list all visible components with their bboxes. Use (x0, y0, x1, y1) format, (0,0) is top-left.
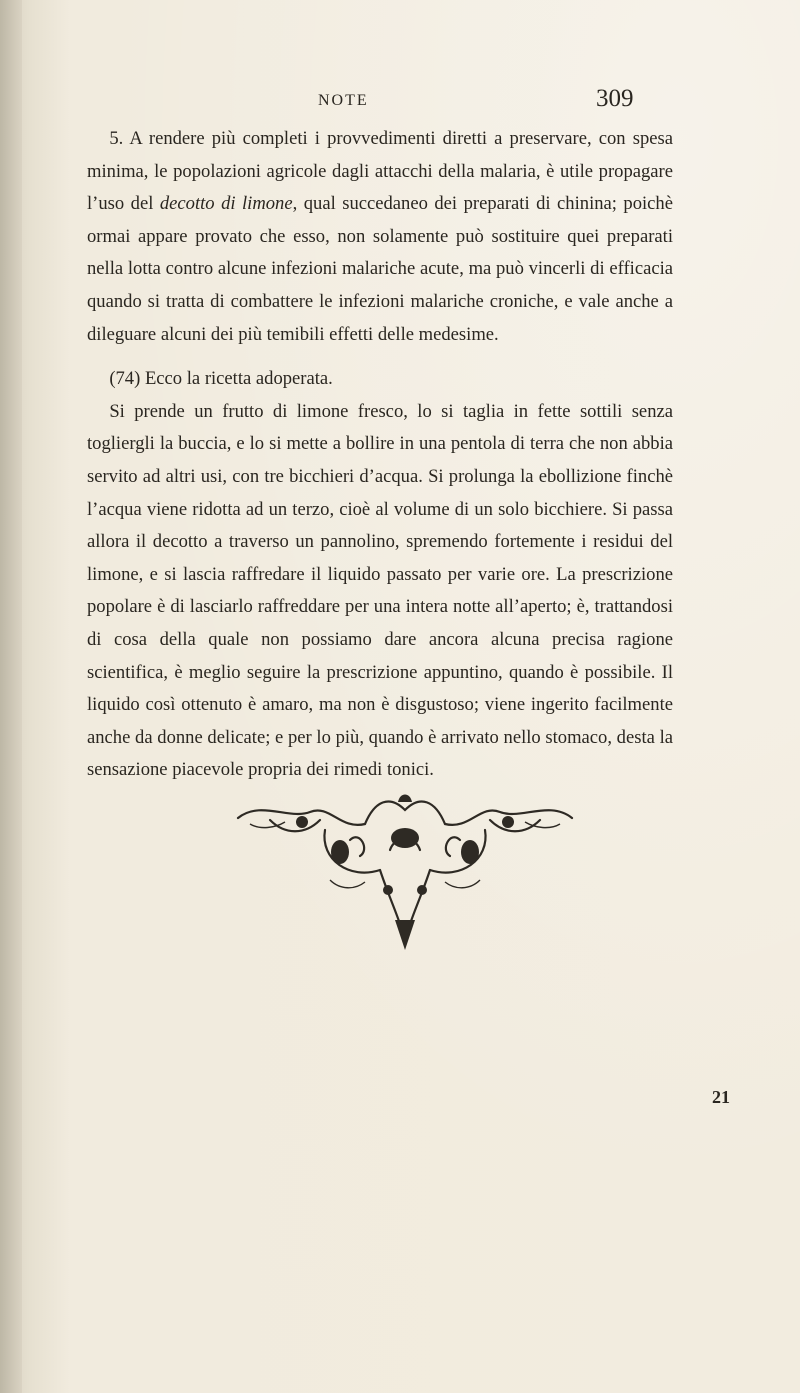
signature-mark: 21 (712, 1087, 730, 1107)
note-74-heading: (74) Ecco la ricetta adoperata. (109, 368, 333, 390)
page-binding-edge (0, 0, 22, 1393)
page-number: 309 (596, 85, 634, 112)
note-5-italic-term: decotto di limone (159, 193, 293, 215)
running-head-title: NOTE (318, 92, 369, 109)
decorative-vignette-icon (230, 790, 580, 1030)
note-5-paragraph (87, 123, 673, 351)
note-5-text-start: 5. A rendere più completi i provvedimenti diretti a preservare, con spesa minima, le popolazioni agricole dagli attacchi della malaria, è utile propagare l’uso del (87, 128, 673, 215)
note-5-text-end: , qual succedaneo dei preparati di chinina; poichè ormai appare provato che esso, non solamente può sostituire quei preparati nella lotta contro alcune infezioni malariche acute, ma può vincerli di efficacia quando si tratta di combattere le infezioni malariche croniche, e vale anche a dileguare alcuni dei più temibili effetti delle medesime. (87, 193, 673, 345)
running-head (0, 85, 800, 125)
recipe-paragraph: Si prende un frutto di limone fresco, lo si taglia in fette sottili senza togliergli la buccia, e lo si mette a bollire in una pentola di terra che non abbia servito ad altri usi, con tre bicchieri d’acqua. Si prolunga la ebollizione finchè l’acqua viene ridotta ad un terzo, cioè al volume di un solo bicchiere. Si passa allora il decotto a traverso un pannolino, spremendo fortemente i residui del limone, e si lascia raffredare il liquido passato per varie ore. La prescrizione popolare è di lasciarlo raffreddare per una intera notte all’aperto; è, trattandosi di cosa della quale non possiamo dare ancora alcuna precisa ragione scientifica, è meglio seguire la prescrizione appuntino, quando è possibile. Il liquido così ottenuto è amaro, ma non è disgustoso; viene ingerito facilmente anche da donne delicate; e per lo più, quando è arrivato nello stomaco, desta la sensazione piacevole propria dei rimedi tonici. (87, 400, 673, 781)
notes-text (87, 123, 673, 787)
